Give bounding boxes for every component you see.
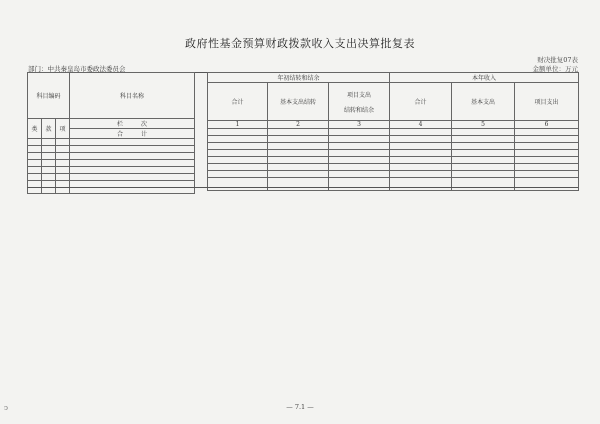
total-row [208,129,579,136]
section-header: 款 [42,119,56,139]
table-row [208,157,579,164]
col-project-expense: 项目支出 [515,83,579,121]
table-row [28,160,195,167]
col-number-1: 1 [208,121,268,129]
col-number-6: 6 [515,121,579,129]
table-row [208,150,579,157]
table-row [28,139,195,146]
department-label: 部门：中共秦皇岛市委政法委员会 [28,65,126,73]
amount-unit: 金额单位：万元 [532,65,578,73]
total-label: 合 计 [70,129,195,139]
col-number-2: 2 [268,121,329,129]
current-income-group-header: 本年收入 [390,73,579,83]
table-row [208,178,579,191]
col-total-2: 合计 [390,83,452,121]
col-basic-carryover: 基本支出结转 [268,83,329,121]
table-row [28,174,195,181]
col-project-carryover-line2: 结转和结余 [344,106,375,114]
col-project-carryover [329,83,390,121]
corner-mark: ↄ [4,404,8,412]
table-row [28,146,195,153]
table-bottom-border [27,187,578,188]
subject-table [27,72,195,194]
page-number: — 7.1 — [286,403,314,411]
col-number-5: 5 [452,121,515,129]
table-row [28,153,195,160]
page-title: 政府性基金预算财政拨款收入支出决算批复表 [185,37,415,50]
table-row [208,143,579,150]
carryover-group-header: 年初结转和结余 [208,73,390,83]
class-header: 类 [28,119,42,139]
item-header: 项 [56,119,70,139]
col-number-3: 3 [329,121,390,129]
form-code: 财决批复07表 [537,56,578,64]
column-number-label: 栏 次 [70,119,195,129]
col-basic-expense: 基本支出 [452,83,515,121]
amount-table [207,72,579,191]
subject-code-header: 科目编码 [28,73,70,119]
table-row [208,171,579,178]
col-number-4: 4 [390,121,452,129]
col-project-carryover-line1: 项目支出 [347,91,372,99]
table-row [208,136,579,143]
table-row [28,167,195,174]
col-total-1: 合计 [208,83,268,121]
subject-name-header: 科目名称 [70,73,195,119]
table-row [208,164,579,171]
